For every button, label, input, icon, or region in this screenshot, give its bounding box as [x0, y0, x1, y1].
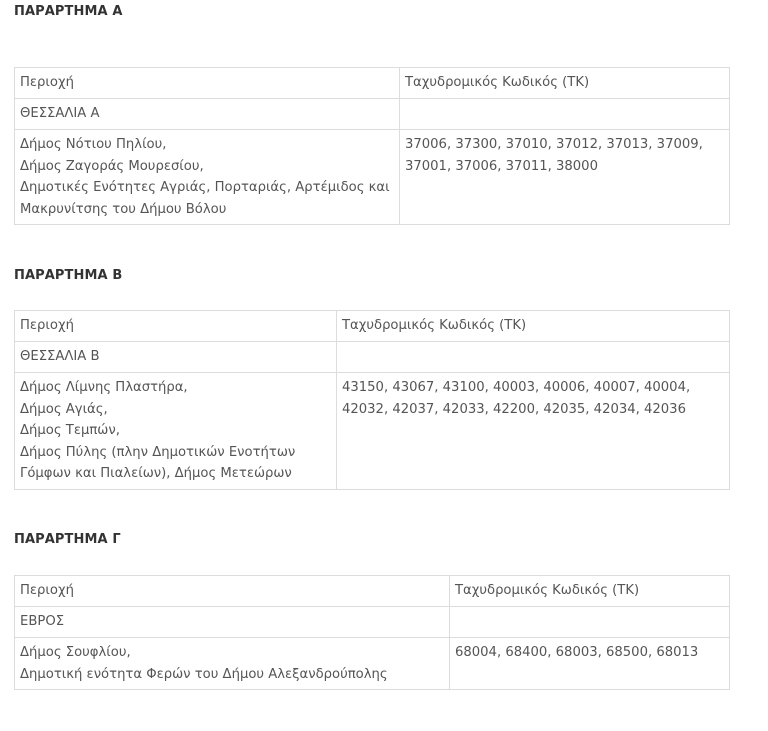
table-row-region [15, 99, 730, 130]
area-line: Γόμφων και Πιαλείων), Δήμος Μετεώρων [20, 466, 292, 481]
empty-cell [337, 342, 730, 373]
postal-codes-cell: 37006, 37300, 37010, 37012, 37013, 37009, 37001, 37006, 37011, 38000 [400, 130, 730, 225]
column-header-area: Περιοχή [15, 576, 450, 607]
postal-codes-cell: 43150, 43067, 43100, 40003, 40006, 40007, 40004, 42032, 42037, 42033, 42200, 42035, 42034, 42036 [337, 373, 730, 490]
table-row-region [15, 342, 730, 373]
empty-cell [400, 99, 730, 130]
table-row-areas [15, 130, 730, 225]
area-line: Δήμος Αγιάς, [20, 401, 108, 417]
area-line: Δήμος Πύλης (πλην Δημοτικών Ενοτήτων [20, 444, 296, 460]
annex-c-table [14, 575, 730, 690]
area-cell [15, 638, 450, 690]
column-header-postal-code: Ταχυδρομικός Κωδικός (ΤΚ) [450, 576, 730, 607]
table-row-areas [15, 638, 730, 690]
postal-codes-cell: 68004, 68400, 68003, 68500, 68013 [450, 638, 730, 690]
annex-a-title: ΠΑΡΑΡΤΗΜΑ Α [14, 4, 123, 19]
area-line: Δήμος Σουφλίου, [20, 645, 131, 660]
annex-c-title: ΠΑΡΑΡΤΗΜΑ Γ [14, 532, 121, 547]
area-cell [15, 373, 337, 490]
area-line: Δημοτικές Ενότητες Αγριάς, Πορταριάς, Αρτέμιδος και [20, 180, 390, 195]
table-row-areas [15, 373, 730, 490]
annex-b-table [14, 310, 730, 490]
area-line: Δήμος Τεμπών, [20, 423, 120, 438]
table-header-row [15, 68, 730, 99]
annex-b-title: ΠΑΡΑΡΤΗΜΑ Β [14, 268, 123, 283]
column-header-postal-code: Ταχυδρομικός Κωδικός (ΤΚ) [337, 311, 730, 342]
column-header-area: Περιοχή [15, 68, 400, 99]
region-name: ΕΒΡΟΣ [15, 607, 450, 638]
region-name: ΘΕΣΣΑΛΙΑ Β [15, 342, 337, 373]
area-cell [15, 130, 400, 225]
column-header-area: Περιοχή [15, 311, 337, 342]
empty-cell [450, 607, 730, 638]
area-line: Δήμος Λίμνης Πλαστήρα, [20, 380, 188, 395]
area-line: Δήμος Ζαγοράς Μουρεσίου, [20, 158, 204, 174]
table-header-row [15, 576, 730, 607]
area-line: Δημοτική ενότητα Φερών του Δήμου Αλεξανδρούπολης [20, 666, 388, 682]
table-header-row [15, 311, 730, 342]
area-line: Μακρυνίτσης του Δήμου Βόλου [20, 201, 227, 217]
annex-a-table [14, 67, 730, 225]
area-line: Δήμος Νότιου Πηλίου, [20, 137, 167, 152]
region-name: ΘΕΣΣΑΛΙΑ Α [15, 99, 400, 130]
table-row-region [15, 607, 730, 638]
column-header-postal-code: Ταχυδρομικός Κωδικός (ΤΚ) [400, 68, 730, 99]
